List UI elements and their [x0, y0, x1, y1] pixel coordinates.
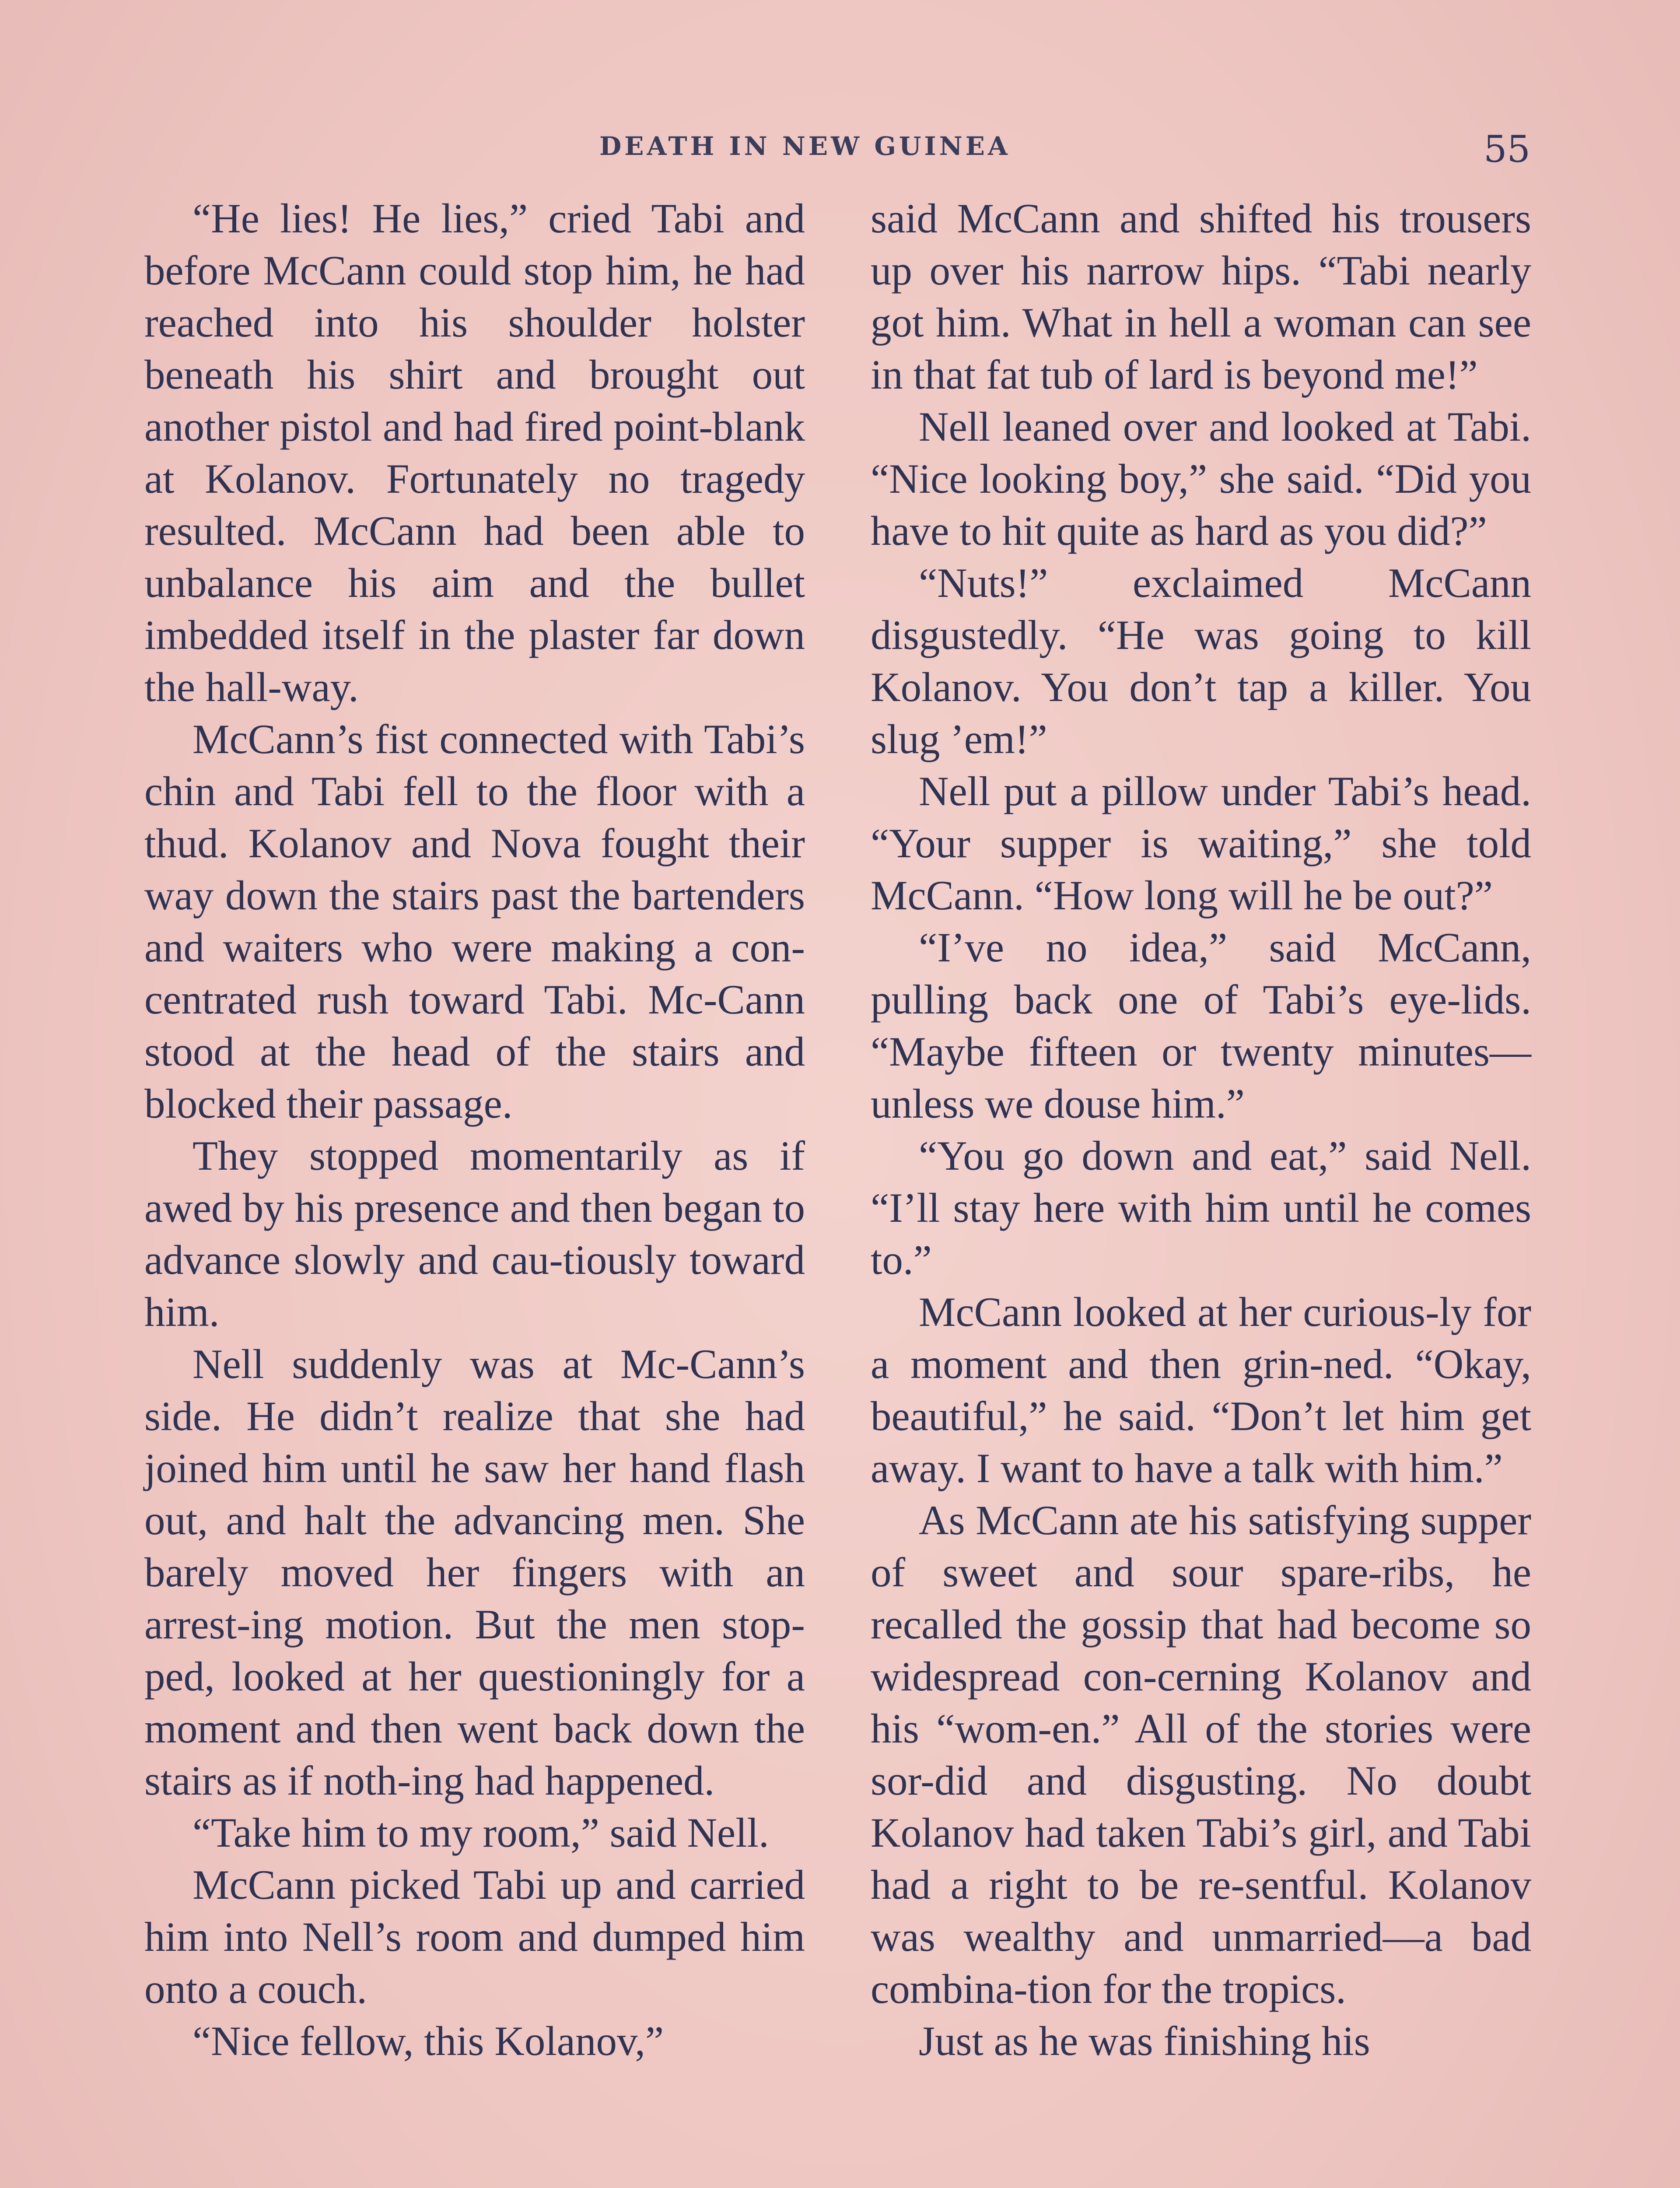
paragraph: “I’ve no idea,” said McCann, pulling back one of Tabi’s eye-lids. “Maybe fifteen or twenty minutes—unless we douse him.” [871, 924, 1531, 1127]
paragraph: “He lies! He lies,” cried Tabi and before McCann could stop him, he had reached into his shoulder holster beneath his shirt and brought out another pistol and had fired point-blank at Kolanov. Fortunately no tragedy resulted. McCann had been able to unbalance his aim and the bullet imbedded itself in the plaster far down the hall-way. [144, 195, 805, 710]
paragraph: McCann’s fist connected with Tabi’s chin and Tabi fell to the floor with a thud. Kolanov and Nova fought their way down the stairs past the bartenders and waiters who were making a con-centrated rush toward Tabi. Mc-Cann stood at the head of the stairs and blocked their passage. [144, 716, 805, 1127]
right-column [871, 193, 1531, 2067]
paragraph: As McCann ate his satisfying supper of sweet and sour spare-ribs, he recalled the gossip that had become so widespread con-cerning Kolanov and his “wom-en.” All of the stories were sor-did and disgusting. No doubt Kolanov had taken Tabi’s girl, and Tabi had a right to be re-sentful. Kolanov was wealthy and unmarried—a bad combina-tion for the tropics. [871, 1497, 1531, 2012]
paragraph: Nell leaned over and looked at Tabi. “Nice looking boy,” she said. “Did you have to hit quite as hard as you did?” [871, 403, 1531, 554]
paragraph: McCann looked at her curious-ly for a moment and then grin-ned. “Okay, beautiful,” he said. “Don’t let him get away. I want to have a talk with him.” [871, 1289, 1531, 1491]
paragraph: Just as he was finishing his [919, 2018, 1370, 2064]
paragraph: “You go down and eat,” said Nell. “I’ll stay here with him until he comes to.” [871, 1133, 1531, 1283]
paragraph: “Take him to my room,” said Nell. [192, 1809, 769, 1856]
running-title: DEATH IN NEW GUINEA [599, 131, 1011, 161]
left-column [144, 193, 805, 2067]
paragraph: Nell suddenly was at Mc-Cann’s side. He didn’t realize that she had joined him until he saw her hand flash out, and halt the advancing men. She barely moved her fingers with an arrest-ing motion. But the men stop-ped, looked at her questioningly for a moment and then went back down the stairs as if noth-ing had happened. [144, 1341, 805, 1804]
paragraph: said McCann and shifted his trousers up over his narrow hips. “Tabi nearly got him. What in hell a woman can see in that fat tub of lard is beyond me!” [871, 195, 1531, 398]
paragraph: They stopped momentarily as if awed by his presence and then began to advance slowly and cau-tiously toward him. [144, 1133, 805, 1335]
page-number: 55 [1484, 128, 1530, 171]
paragraph: McCann picked Tabi up and carried him into Nell’s room and dumped him onto a couch. [144, 1862, 805, 2012]
paragraph: Nell put a pillow under Tabi’s head. “Your supper is waiting,” she told McCann. “How long will he be out?” [871, 768, 1531, 919]
paragraph: “Nuts!” exclaimed McCann disgustedly. “He was going to kill Kolanov. You don’t tap a killer. You slug ’em!” [871, 560, 1531, 762]
paragraph: “Nice fellow, this Kolanov,” [192, 2018, 664, 2064]
